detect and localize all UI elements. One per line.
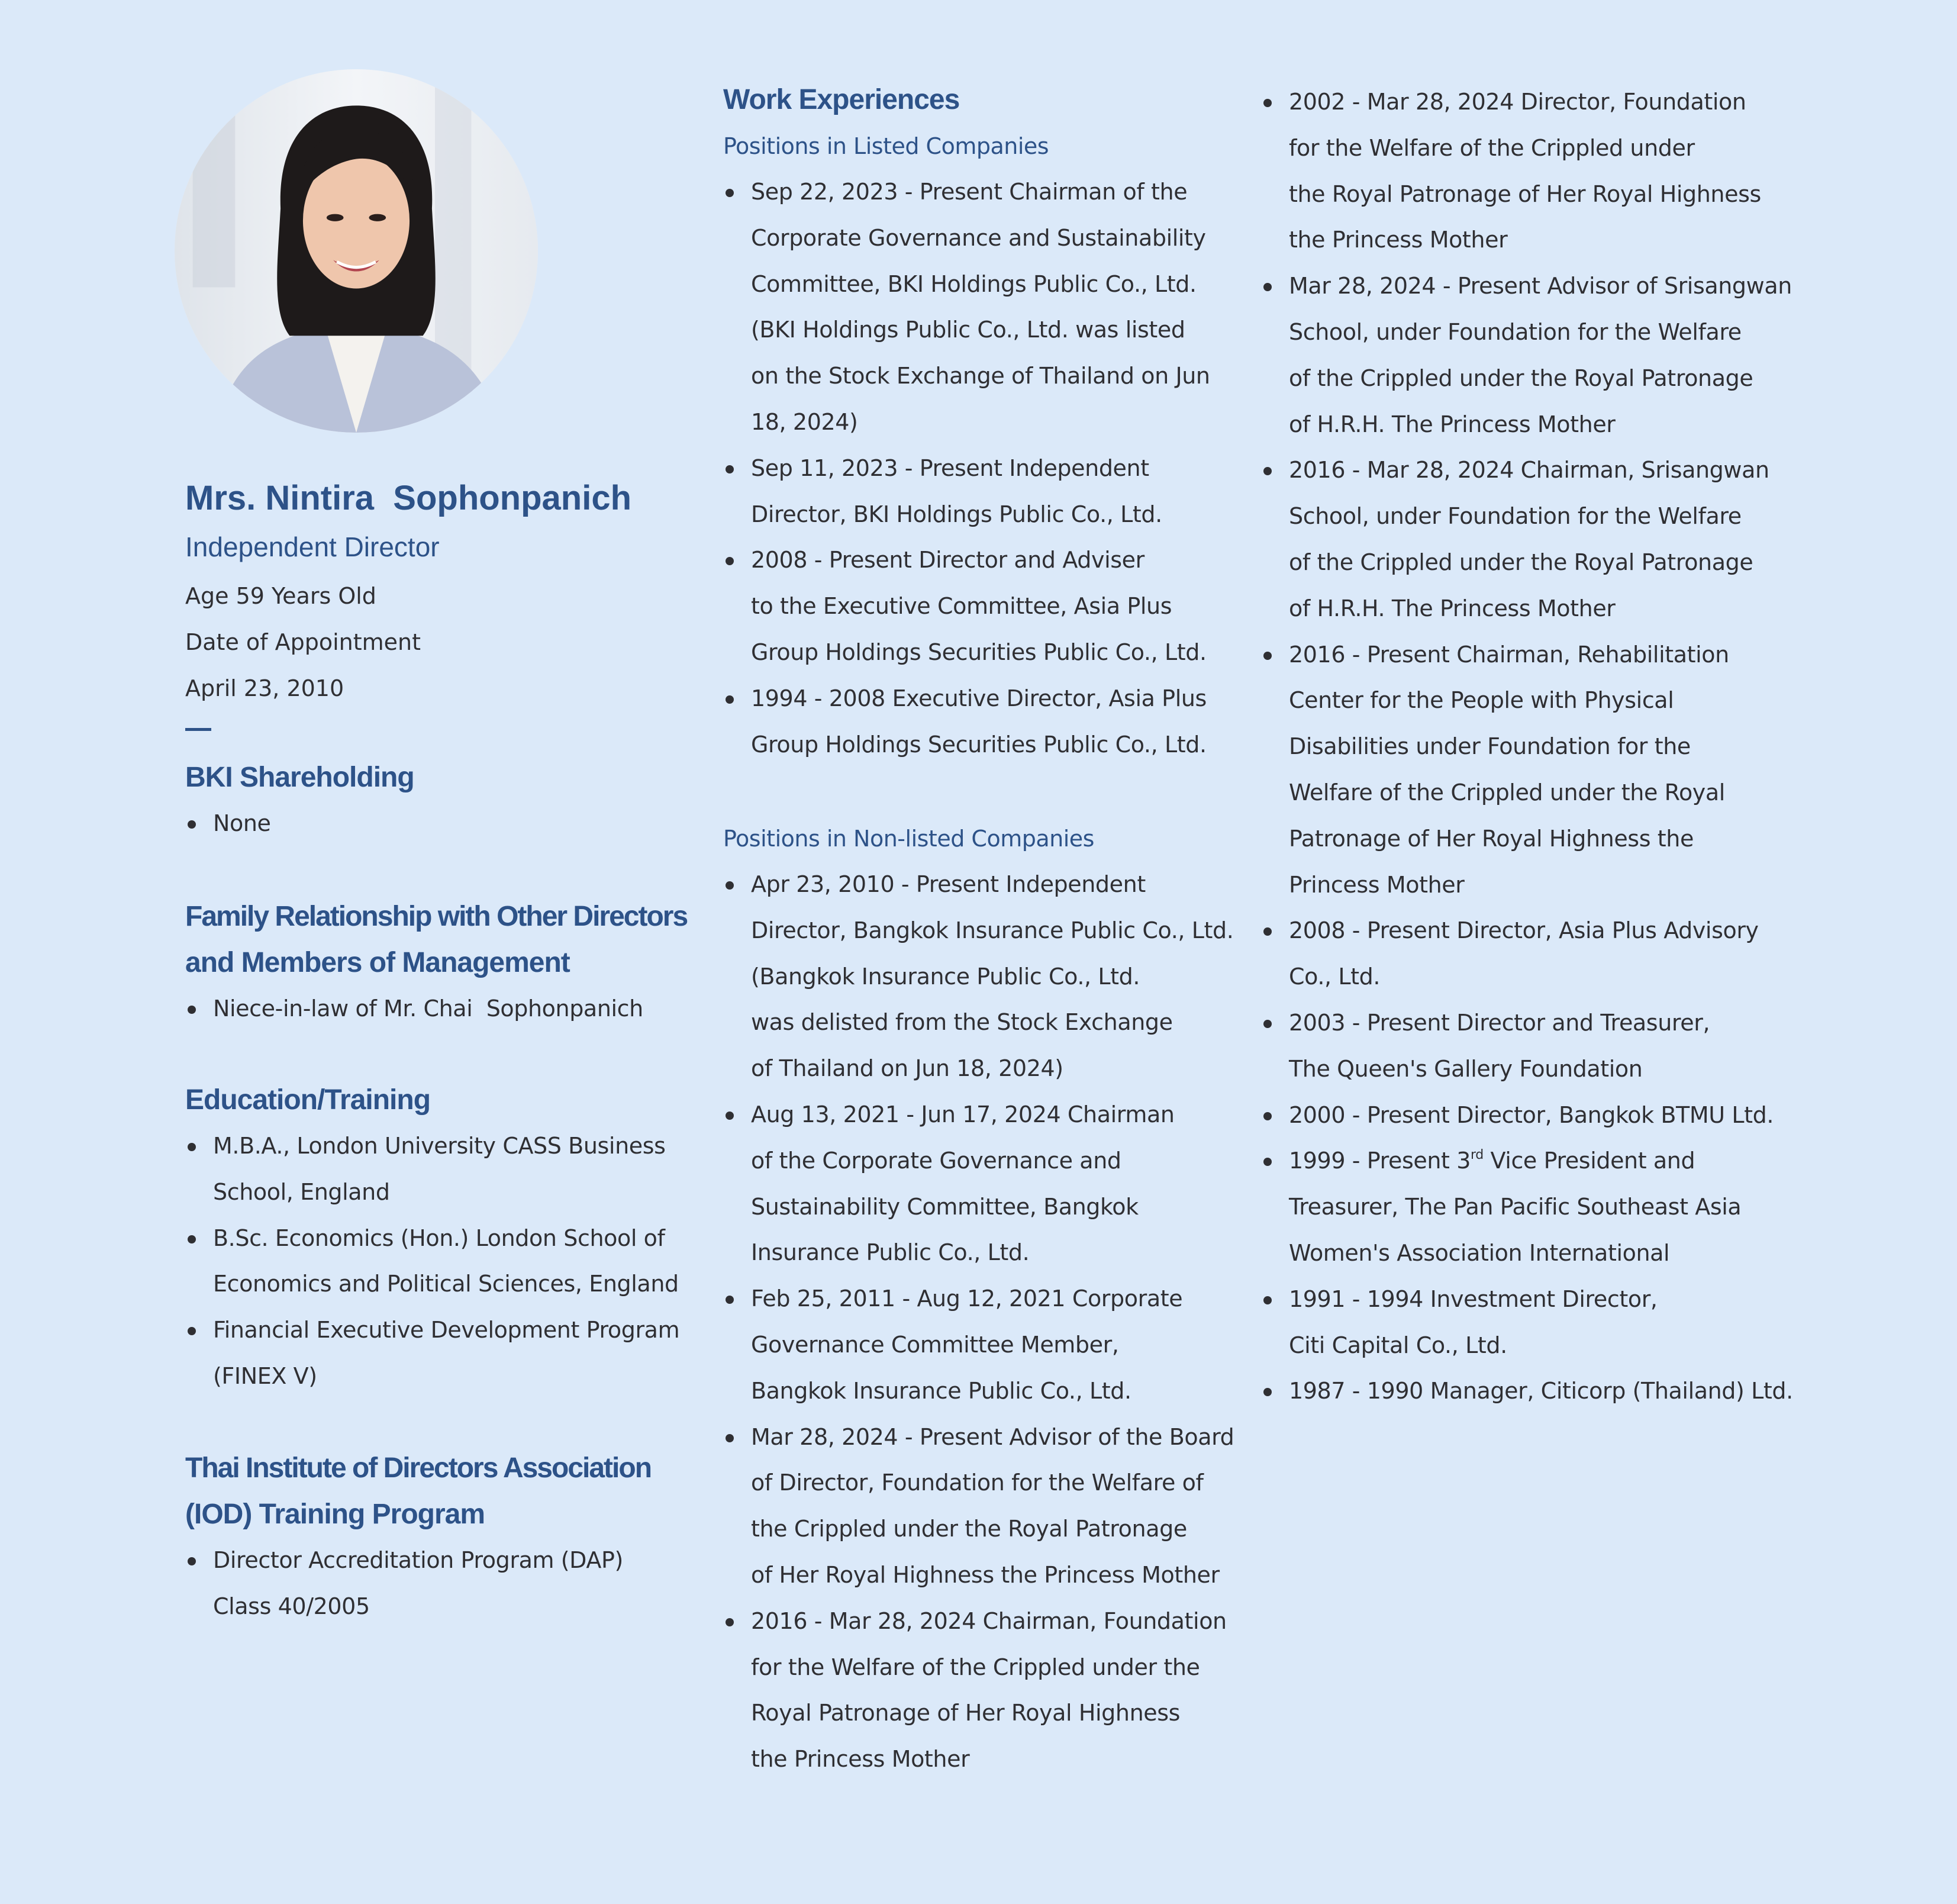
shareholding-title: BKI Shareholding <box>185 762 414 793</box>
list-item: 2008 - Present Director, Asia Plus Advisory Co., Ltd. <box>1261 908 1794 1000</box>
education-section <box>185 1077 706 1400</box>
nonlisted-list-middle <box>723 862 1244 1783</box>
list-item: 2016 - Present Chairman, Rehabilitation Center for the People with Physical Disabilities under Foundation for the Welfare of the Crippled under the Royal Patronage of Her Royal Highness the Princess Mother <box>1261 632 1794 908</box>
list-item: Niece-in-law of Mr. Chai Sophonpanich <box>185 986 706 1032</box>
age-text: Age 59 Years Old <box>185 583 376 609</box>
list-item: Mar 28, 2024 - Present Advisor of Srisangwan School, under Foundation for the Welfare of the Crippled under the Royal Patronage of H.R.H. The Princess Mother <box>1261 263 1794 447</box>
list-item: None <box>185 801 706 847</box>
education-list <box>185 1123 706 1400</box>
work-title: Work Experiences <box>723 84 960 115</box>
nonlisted-section <box>723 816 1244 1783</box>
education-title: Education/Training <box>185 1084 431 1116</box>
section-divider <box>185 728 211 731</box>
appointment-label: Date of Appointment <box>185 629 421 655</box>
nonlisted-list-right <box>1261 79 1794 1415</box>
work-section <box>723 77 1244 768</box>
family-section <box>185 894 706 1032</box>
list-item: Aug 13, 2021 - Jun 17, 2024 Chairman of the Corporate Governance and Sustainability Committee, Bangkok Insurance Public Co., Ltd. <box>723 1092 1244 1276</box>
list-item: 2002 - Mar 28, 2024 Director, Foundation for the Welfare of the Crippled under the Royal Patronage of Her Royal Highness the Princess Mother <box>1261 79 1794 263</box>
list-item: Financial Executive Development Program (FINEX V) <box>185 1307 706 1400</box>
list-item: 2003 - Present Director and Treasurer, The Queen's Gallery Foundation <box>1261 1000 1794 1093</box>
profile-photo <box>175 69 538 433</box>
nonlisted-title: Positions in Non-listed Companies <box>723 826 1094 852</box>
list-item: 1999 - Present 3rd Vice President and Treasurer, The Pan Pacific Southeast Asia Women's Association International <box>1261 1138 1794 1276</box>
list-item: Sep 11, 2023 - Present Independent Director, BKI Holdings Public Co., Ltd. <box>723 446 1244 538</box>
list-item: Feb 25, 2011 - Aug 12, 2021 Corporate Governance Committee Member, Bangkok Insurance Public Co., Ltd. <box>723 1276 1244 1414</box>
shareholding-list <box>185 801 706 847</box>
family-list <box>185 986 706 1032</box>
list-item: 1991 - 1994 Investment Director, Citi Capital Co., Ltd. <box>1261 1277 1794 1369</box>
list-item: 1987 - 1990 Manager, Citicorp (Thailand) Ltd. <box>1261 1368 1794 1415</box>
list-item: 2008 - Present Director and Adviser to the Executive Committee, Asia Plus Group Holdings Securities Public Co., Ltd. <box>723 537 1244 675</box>
list-item: 1994 - 2008 Executive Director, Asia Plus Group Holdings Securities Public Co., Ltd. <box>723 676 1244 768</box>
list-item: Mar 28, 2024 - Present Advisor of the Board of Director, Foundation for the Welfare of the Crippled under the Royal Patronage of Her Royal Highness the Princess Mother <box>723 1415 1244 1599</box>
director-info <box>185 573 421 711</box>
listed-list <box>723 169 1244 768</box>
list-item: B.Sc. Economics (Hon.) London School of Economics and Political Sciences, England <box>185 1216 706 1308</box>
portrait-illustration <box>175 69 538 433</box>
list-item: 2000 - Present Director, Bangkok BTMU Ltd. <box>1261 1093 1794 1139</box>
shareholding-section <box>185 755 706 847</box>
iod-section <box>185 1445 706 1630</box>
list-item: 2016 - Mar 28, 2024 Chairman, Foundation for the Welfare of the Crippled under the Royal Patronage of Her Royal Highness the Princess Mother <box>723 1599 1244 1783</box>
director-position: Independent Director <box>185 531 440 562</box>
nonlisted-continued <box>1261 79 1794 1415</box>
appointment-date: April 23, 2010 <box>185 675 344 701</box>
list-item: M.B.A., London University CASS Business School, England <box>185 1123 706 1216</box>
iod-title: Thai Institute of Directors Association (IOD) Training Program <box>185 1452 652 1530</box>
ordinal-suffix: rd <box>1471 1148 1484 1163</box>
iod-list <box>185 1538 706 1630</box>
director-name: Mrs. Nintira Sophonpanich <box>185 479 632 517</box>
list-item: Sep 22, 2023 - Present Chairman of the Corporate Governance and Sustainability Committee, BKI Holdings Public Co., Ltd. (BKI Holdings Public Co., Ltd. was listed on the Stock Exchange of Thailand on Jun 18, 2024) <box>723 169 1244 446</box>
list-item: 2016 - Mar 28, 2024 Chairman, Srisangwan School, under Foundation for the Welfare of the Crippled under the Royal Patronage of H.R.H. The Princess Mother <box>1261 447 1794 632</box>
list-item: Director Accreditation Program (DAP) Class 40/2005 <box>185 1538 706 1630</box>
family-title: Family Relationship with Other Directors and Members of Management <box>185 901 688 978</box>
list-item: Apr 23, 2010 - Present Independent Director, Bangkok Insurance Public Co., Ltd. (Bangkok Insurance Public Co., Ltd. was delisted from the Stock Exchange of Thailand on Jun 18, 2024) <box>723 862 1244 1092</box>
listed-title: Positions in Listed Companies <box>723 133 1049 159</box>
